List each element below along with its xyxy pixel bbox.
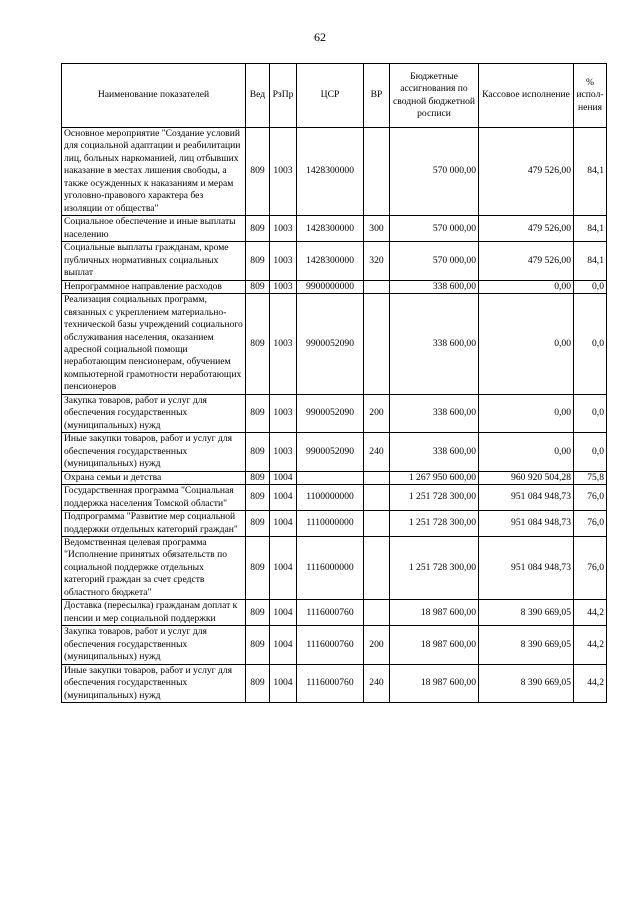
cell-csr: 1428300000 xyxy=(297,128,364,216)
cell-name: Охрана семьи и детства xyxy=(62,471,246,484)
cell-name: Иные закупки товаров, работ и услуг для обеспечения государственных (муниципальных) нужд xyxy=(62,664,246,702)
cell-cash: 0,00 xyxy=(479,433,574,471)
cell-budget: 1 251 728 300,00 xyxy=(390,511,479,537)
cell-cash: 0,00 xyxy=(479,280,574,293)
cell-csr: 9900052090 xyxy=(297,394,364,432)
header-ved: Вед xyxy=(246,64,270,128)
cell-vr xyxy=(364,128,390,216)
cell-rzpr: 1003 xyxy=(270,433,297,471)
cell-rzpr: 1003 xyxy=(270,128,297,216)
cell-ved: 809 xyxy=(246,294,270,395)
cell-rzpr: 1004 xyxy=(270,537,297,600)
cell-vr xyxy=(364,511,390,537)
cell-ved: 809 xyxy=(246,242,270,280)
cell-cash: 0,00 xyxy=(479,394,574,432)
cell-percent: 0,0 xyxy=(574,294,607,395)
cell-vr xyxy=(364,600,390,626)
cell-name: Доставка (пересылка) гражданам доплат к пенсии и мер социальной поддержки xyxy=(62,600,246,626)
cell-cash: 951 084 948,73 xyxy=(479,485,574,511)
table-row xyxy=(62,433,607,471)
cell-csr: 1116000760 xyxy=(297,626,364,664)
cell-budget: 338 600,00 xyxy=(390,433,479,471)
page-number: 62 xyxy=(314,30,326,44)
header-csr: ЦСР xyxy=(297,64,364,128)
cell-csr: 1116000760 xyxy=(297,600,364,626)
cell-cash: 479 526,00 xyxy=(479,242,574,280)
budget-table xyxy=(61,63,607,703)
table-row xyxy=(62,511,607,537)
cell-budget: 338 600,00 xyxy=(390,280,479,293)
cell-csr: 1428300000 xyxy=(297,242,364,280)
table-row xyxy=(62,242,607,280)
cell-cash: 8 390 669,05 xyxy=(479,664,574,702)
cell-percent: 84,1 xyxy=(574,242,607,280)
cell-name: Подпрограмма "Развитие мер социальной поддержки отдельных категорий граждан" xyxy=(62,511,246,537)
cell-name: Закупка товаров, работ и услуг для обеспечения государственных (муниципальных) нужд xyxy=(62,626,246,664)
cell-csr: 1116000760 xyxy=(297,664,364,702)
cell-ved: 809 xyxy=(246,128,270,216)
cell-csr: 9900052090 xyxy=(297,433,364,471)
cell-rzpr: 1004 xyxy=(270,511,297,537)
cell-name: Реализация социальных программ, связанных с укреплением материально-технической базы учреждений социального обслуживания населения, оказанием адресной социальной помощи неработающим пенсионерам, обучением компьютерной грамотности неработающих пенсионеров xyxy=(62,294,246,395)
cell-budget: 570 000,00 xyxy=(390,216,479,242)
cell-budget: 1 251 728 300,00 xyxy=(390,485,479,511)
table-header-row xyxy=(62,64,607,128)
cell-cash: 951 084 948,73 xyxy=(479,511,574,537)
cell-percent: 44,2 xyxy=(574,664,607,702)
table-row xyxy=(62,485,607,511)
cell-budget: 570 000,00 xyxy=(390,242,479,280)
cell-ved: 809 xyxy=(246,485,270,511)
cell-cash: 960 920 504,28 xyxy=(479,471,574,484)
cell-percent: 44,2 xyxy=(574,600,607,626)
cell-ved: 809 xyxy=(246,394,270,432)
cell-ved: 809 xyxy=(246,537,270,600)
cell-ved: 809 xyxy=(246,280,270,293)
cell-rzpr: 1004 xyxy=(270,485,297,511)
table-row xyxy=(62,664,607,702)
cell-vr: 320 xyxy=(364,242,390,280)
cell-vr: 240 xyxy=(364,433,390,471)
cell-vr xyxy=(364,294,390,395)
header-percent: % испол-нения xyxy=(574,64,607,128)
cell-ved: 809 xyxy=(246,511,270,537)
cell-rzpr: 1003 xyxy=(270,280,297,293)
cell-percent: 84,1 xyxy=(574,128,607,216)
cell-vr: 200 xyxy=(364,394,390,432)
cell-csr: 1116000000 xyxy=(297,537,364,600)
cell-budget: 1 267 950 600,00 xyxy=(390,471,479,484)
table-row xyxy=(62,394,607,432)
table-row xyxy=(62,216,607,242)
cell-name: Иные закупки товаров, работ и услуг для обеспечения государственных (муниципальных) нужд xyxy=(62,433,246,471)
cell-cash: 8 390 669,05 xyxy=(479,600,574,626)
cell-percent: 84,1 xyxy=(574,216,607,242)
cell-budget: 1 251 728 300,00 xyxy=(390,537,479,600)
cell-vr xyxy=(364,280,390,293)
table-row xyxy=(62,537,607,600)
cell-budget: 18 987 600,00 xyxy=(390,600,479,626)
cell-vr: 300 xyxy=(364,216,390,242)
cell-csr: 1100000000 xyxy=(297,485,364,511)
cell-percent: 0,0 xyxy=(574,280,607,293)
cell-name: Социальное обеспечение и иные выплаты населению xyxy=(62,216,246,242)
cell-vr xyxy=(364,471,390,484)
table-row xyxy=(62,128,607,216)
cell-percent: 0,0 xyxy=(574,433,607,471)
table-row xyxy=(62,294,607,395)
cell-budget: 338 600,00 xyxy=(390,294,479,395)
cell-rzpr: 1004 xyxy=(270,664,297,702)
cell-vr xyxy=(364,485,390,511)
header-name: Наименование показателей xyxy=(62,64,246,128)
cell-percent: 0,0 xyxy=(574,394,607,432)
cell-name: Ведомственная целевая программа "Исполнение принятых обязательств по социальной поддержке отдельных категорий граждан за счет средств областного бюджета" xyxy=(62,537,246,600)
cell-ved: 809 xyxy=(246,471,270,484)
table-row xyxy=(62,626,607,664)
cell-budget: 18 987 600,00 xyxy=(390,626,479,664)
cell-rzpr: 1003 xyxy=(270,394,297,432)
cell-name: Основное мероприятие "Создание условий для социальной адаптации и реабилитации лиц, больных наркоманией, лиц отбывших наказание в местах лишения свободы, а также осужденных к наказаниям и мерам уголовно-правового характера без изоляции от общества" xyxy=(62,128,246,216)
cell-name: Социальные выплаты гражданам, кроме публичных нормативных социальных выплат xyxy=(62,242,246,280)
header-vr: ВР xyxy=(364,64,390,128)
cell-percent: 76,0 xyxy=(574,485,607,511)
cell-name: Государственная программа "Социальная поддержка населения Томской области" xyxy=(62,485,246,511)
cell-percent: 76,0 xyxy=(574,511,607,537)
cell-rzpr: 1003 xyxy=(270,242,297,280)
cell-ved: 809 xyxy=(246,626,270,664)
cell-vr xyxy=(364,537,390,600)
cell-csr: 1428300000 xyxy=(297,216,364,242)
cell-cash: 951 084 948,73 xyxy=(479,537,574,600)
cell-budget: 338 600,00 xyxy=(390,394,479,432)
cell-percent: 44,2 xyxy=(574,626,607,664)
cell-cash: 479 526,00 xyxy=(479,128,574,216)
cell-ved: 809 xyxy=(246,664,270,702)
cell-cash: 479 526,00 xyxy=(479,216,574,242)
table-row xyxy=(62,600,607,626)
cell-csr: 1110000000 xyxy=(297,511,364,537)
cell-cash: 8 390 669,05 xyxy=(479,626,574,664)
header-cash: Кассовое исполнение xyxy=(479,64,574,128)
cell-budget: 570 000,00 xyxy=(390,128,479,216)
cell-csr xyxy=(297,471,364,484)
cell-rzpr: 1003 xyxy=(270,294,297,395)
cell-csr: 9900052090 xyxy=(297,294,364,395)
cell-rzpr: 1003 xyxy=(270,216,297,242)
cell-name: Непрограммное направление расходов xyxy=(62,280,246,293)
cell-name: Закупка товаров, работ и услуг для обеспечения государственных (муниципальных) нужд xyxy=(62,394,246,432)
cell-ved: 809 xyxy=(246,433,270,471)
table-row xyxy=(62,280,607,293)
cell-budget: 18 987 600,00 xyxy=(390,664,479,702)
cell-vr: 240 xyxy=(364,664,390,702)
header-budget: Бюджетные ассигнования по сводной бюджетной росписи xyxy=(390,64,479,128)
cell-ved: 809 xyxy=(246,216,270,242)
cell-percent: 76,0 xyxy=(574,537,607,600)
cell-ved: 809 xyxy=(246,600,270,626)
cell-rzpr: 1004 xyxy=(270,626,297,664)
cell-rzpr: 1004 xyxy=(270,600,297,626)
cell-percent: 75,8 xyxy=(574,471,607,484)
header-rzpr: РзПр xyxy=(270,64,297,128)
cell-csr: 9900000000 xyxy=(297,280,364,293)
cell-rzpr: 1004 xyxy=(270,471,297,484)
table-row xyxy=(62,471,607,484)
cell-vr: 200 xyxy=(364,626,390,664)
cell-cash: 0,00 xyxy=(479,294,574,395)
